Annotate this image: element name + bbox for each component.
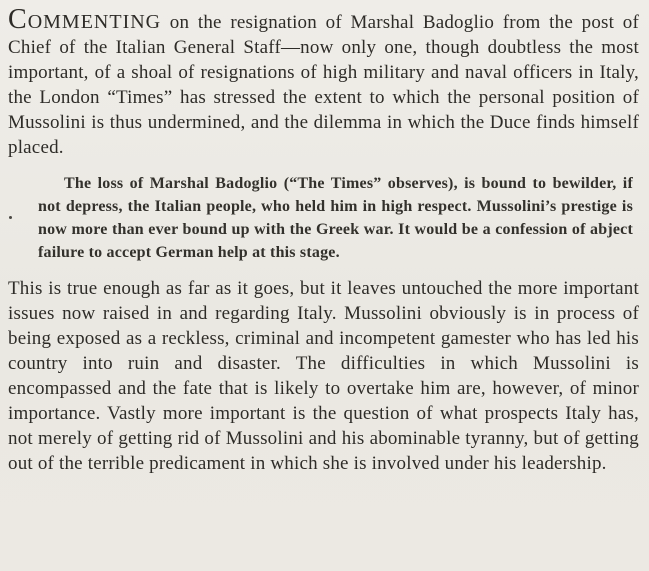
block-quote-text: The loss of Marshal Badoglio (“The Times” observes), is bound to bewilder, if not depress, the Italian people, who held him in high respect. Mussolini’s prestige is now more than ever bound up with the Greek war. It would be a confession of abject failure to accept German help at this stage. [38, 175, 633, 261]
ink-speck [9, 216, 12, 219]
lead-paragraph-text: on the resignation of Marshal Badoglio from the post of Chief of the Italian General Staff—now only one, though doubtless the most important, of a shoal of resignations of high military and naval officers in Italy, the London “Times” has stressed the extent to which the personal position of Mussolini is thus undermined, and the dilemma in which the Duce finds himself placed. [8, 12, 639, 158]
lead-paragraph [8, 6, 639, 160]
body-paragraph-text: This is true enough as far as it goes, but it leaves untouched the more important issues now raised in and regarding Italy. Mussolini obviously is in process of being exposed as a reckless, criminal and incompetent gamester who has led his country into ruin and disaster. The difficulties in which Mussolini is encompassed and the fate that is likely to overtake him are, however, of minor importance. Vastly more important is the question of what prospects Italy has, not merely of getting rid of Mussolini and his abominable tyranny, but of getting out of the terrible predicament in which she is involved under his leadership. [8, 278, 639, 474]
block-quote [38, 172, 633, 264]
lead-word: COMMENTING [8, 4, 162, 35]
body-paragraph [8, 276, 639, 476]
